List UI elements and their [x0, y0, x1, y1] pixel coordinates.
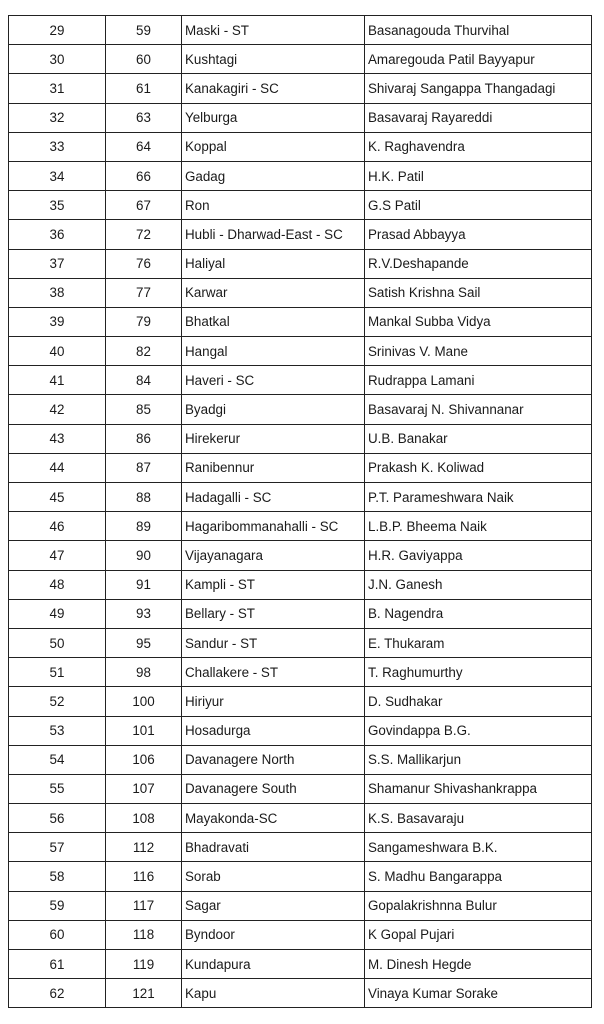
table-row — [9, 453, 592, 482]
constituency-name-cell: Koppal — [182, 132, 365, 161]
serial-number-cell: 52 — [9, 687, 106, 716]
constituency-number-cell: 76 — [106, 249, 182, 278]
table-row — [9, 862, 592, 891]
candidate-name-cell: Amaregouda Patil Bayyapur — [365, 45, 592, 74]
serial-number-cell: 36 — [9, 220, 106, 249]
table-row — [9, 16, 592, 45]
serial-number-cell: 50 — [9, 628, 106, 657]
constituency-number-cell: 88 — [106, 483, 182, 512]
constituency-number-cell: 116 — [106, 862, 182, 891]
serial-number-cell: 56 — [9, 804, 106, 833]
serial-number-cell: 60 — [9, 920, 106, 949]
candidate-name-cell: B. Nagendra — [365, 599, 592, 628]
constituency-name-cell: Hiriyur — [182, 687, 365, 716]
table-row — [9, 950, 592, 979]
constituency-number-cell: 87 — [106, 453, 182, 482]
serial-number-cell: 32 — [9, 103, 106, 132]
candidate-name-cell: G.S Patil — [365, 191, 592, 220]
candidate-name-cell: P.T. Parameshwara Naik — [365, 483, 592, 512]
table-row — [9, 103, 592, 132]
serial-number-cell: 55 — [9, 774, 106, 803]
constituency-name-cell: Hubli - Dharwad-East - SC — [182, 220, 365, 249]
constituency-name-cell: Byadgi — [182, 395, 365, 424]
constituency-name-cell: Haliyal — [182, 249, 365, 278]
constituency-number-cell: 118 — [106, 920, 182, 949]
constituency-name-cell: Davanagere South — [182, 774, 365, 803]
constituency-name-cell: Kapu — [182, 979, 365, 1008]
serial-number-cell: 41 — [9, 366, 106, 395]
candidate-table — [8, 15, 592, 1008]
candidate-name-cell: E. Thukaram — [365, 628, 592, 657]
candidate-name-cell: Vinaya Kumar Sorake — [365, 979, 592, 1008]
constituency-number-cell: 79 — [106, 307, 182, 336]
constituency-number-cell: 107 — [106, 774, 182, 803]
constituency-number-cell: 121 — [106, 979, 182, 1008]
table-row — [9, 512, 592, 541]
constituency-name-cell: Hagaribommanahalli - SC — [182, 512, 365, 541]
candidate-name-cell: Sangameshwara B.K. — [365, 833, 592, 862]
constituency-name-cell: Byndoor — [182, 920, 365, 949]
table-row — [9, 570, 592, 599]
constituency-number-cell: 117 — [106, 891, 182, 920]
table-row — [9, 337, 592, 366]
candidate-name-cell: Shivaraj Sangappa Thangadagi — [365, 74, 592, 103]
candidate-name-cell: L.B.P. Bheema Naik — [365, 512, 592, 541]
table-row — [9, 833, 592, 862]
candidate-name-cell: T. Raghumurthy — [365, 658, 592, 687]
constituency-name-cell: Karwar — [182, 278, 365, 307]
constituency-name-cell: Hosadurga — [182, 716, 365, 745]
serial-number-cell: 29 — [9, 16, 106, 45]
table-row — [9, 191, 592, 220]
serial-number-cell: 43 — [9, 424, 106, 453]
constituency-number-cell: 101 — [106, 716, 182, 745]
constituency-name-cell: Challakere - ST — [182, 658, 365, 687]
constituency-name-cell: Kundapura — [182, 950, 365, 979]
candidate-name-cell: J.N. Ganesh — [365, 570, 592, 599]
constituency-number-cell: 66 — [106, 161, 182, 190]
candidate-name-cell: Shamanur Shivashankrappa — [365, 774, 592, 803]
table-row — [9, 687, 592, 716]
constituency-name-cell: Kushtagi — [182, 45, 365, 74]
serial-number-cell: 54 — [9, 745, 106, 774]
table-row — [9, 804, 592, 833]
candidate-name-cell: Prasad Abbayya — [365, 220, 592, 249]
serial-number-cell: 45 — [9, 483, 106, 512]
table-row — [9, 891, 592, 920]
candidate-name-cell: M. Dinesh Hegde — [365, 950, 592, 979]
candidate-name-cell: R.V.Deshapande — [365, 249, 592, 278]
serial-number-cell: 34 — [9, 161, 106, 190]
table-row — [9, 658, 592, 687]
candidate-name-cell: Satish Krishna Sail — [365, 278, 592, 307]
constituency-name-cell: Gadag — [182, 161, 365, 190]
constituency-name-cell: Hirekerur — [182, 424, 365, 453]
table-row — [9, 307, 592, 336]
constituency-name-cell: Hadagalli - SC — [182, 483, 365, 512]
constituency-name-cell: Ranibennur — [182, 453, 365, 482]
constituency-name-cell: Haveri - SC — [182, 366, 365, 395]
constituency-name-cell: Sandur - ST — [182, 628, 365, 657]
constituency-number-cell: 112 — [106, 833, 182, 862]
table-row — [9, 599, 592, 628]
constituency-number-cell: 59 — [106, 16, 182, 45]
constituency-name-cell: Davanagere North — [182, 745, 365, 774]
table-row — [9, 220, 592, 249]
candidate-name-cell: Basavaraj Rayareddi — [365, 103, 592, 132]
serial-number-cell: 39 — [9, 307, 106, 336]
serial-number-cell: 51 — [9, 658, 106, 687]
constituency-name-cell: Bhadravati — [182, 833, 365, 862]
serial-number-cell: 61 — [9, 950, 106, 979]
serial-number-cell: 49 — [9, 599, 106, 628]
constituency-name-cell: Maski - ST — [182, 16, 365, 45]
table-row — [9, 483, 592, 512]
candidate-name-cell: Basanagouda Thurvihal — [365, 16, 592, 45]
serial-number-cell: 31 — [9, 74, 106, 103]
serial-number-cell: 30 — [9, 45, 106, 74]
candidate-name-cell: U.B. Banakar — [365, 424, 592, 453]
constituency-number-cell: 100 — [106, 687, 182, 716]
candidate-name-cell: S. Madhu Bangarappa — [365, 862, 592, 891]
serial-number-cell: 57 — [9, 833, 106, 862]
table-body — [9, 16, 592, 1008]
constituency-number-cell: 98 — [106, 658, 182, 687]
constituency-number-cell: 95 — [106, 628, 182, 657]
serial-number-cell: 46 — [9, 512, 106, 541]
constituency-name-cell: Kampli - ST — [182, 570, 365, 599]
candidate-name-cell: S.S. Mallikarjun — [365, 745, 592, 774]
table-row — [9, 249, 592, 278]
table-row — [9, 74, 592, 103]
table-row — [9, 132, 592, 161]
candidate-name-cell: Govindappa B.G. — [365, 716, 592, 745]
candidate-name-cell: K Gopal Pujari — [365, 920, 592, 949]
constituency-name-cell: Hangal — [182, 337, 365, 366]
serial-number-cell: 40 — [9, 337, 106, 366]
constituency-number-cell: 82 — [106, 337, 182, 366]
serial-number-cell: 59 — [9, 891, 106, 920]
serial-number-cell: 62 — [9, 979, 106, 1008]
candidate-name-cell: D. Sudhakar — [365, 687, 592, 716]
serial-number-cell: 42 — [9, 395, 106, 424]
constituency-number-cell: 90 — [106, 541, 182, 570]
constituency-name-cell: Bhatkal — [182, 307, 365, 336]
candidate-name-cell: Basavaraj N. Shivannanar — [365, 395, 592, 424]
table-row — [9, 716, 592, 745]
constituency-name-cell: Sagar — [182, 891, 365, 920]
constituency-name-cell: Ron — [182, 191, 365, 220]
constituency-number-cell: 119 — [106, 950, 182, 979]
constituency-number-cell: 106 — [106, 745, 182, 774]
constituency-name-cell: Yelburga — [182, 103, 365, 132]
table-row — [9, 366, 592, 395]
serial-number-cell: 35 — [9, 191, 106, 220]
candidate-name-cell: Rudrappa Lamani — [365, 366, 592, 395]
constituency-number-cell: 64 — [106, 132, 182, 161]
serial-number-cell: 58 — [9, 862, 106, 891]
constituency-number-cell: 89 — [106, 512, 182, 541]
table-row — [9, 979, 592, 1008]
constituency-number-cell: 85 — [106, 395, 182, 424]
constituency-number-cell: 86 — [106, 424, 182, 453]
serial-number-cell: 53 — [9, 716, 106, 745]
table-row — [9, 745, 592, 774]
constituency-name-cell: Mayakonda-SC — [182, 804, 365, 833]
constituency-number-cell: 108 — [106, 804, 182, 833]
constituency-name-cell: Kanakagiri - SC — [182, 74, 365, 103]
serial-number-cell: 37 — [9, 249, 106, 278]
candidate-name-cell: K. Raghavendra — [365, 132, 592, 161]
constituency-number-cell: 93 — [106, 599, 182, 628]
constituency-number-cell: 91 — [106, 570, 182, 599]
table-row — [9, 161, 592, 190]
candidate-name-cell: Mankal Subba Vidya — [365, 307, 592, 336]
serial-number-cell: 47 — [9, 541, 106, 570]
candidate-name-cell: H.K. Patil — [365, 161, 592, 190]
candidate-name-cell: K.S. Basavaraju — [365, 804, 592, 833]
serial-number-cell: 44 — [9, 453, 106, 482]
candidate-name-cell: Srinivas V. Mane — [365, 337, 592, 366]
table-row — [9, 278, 592, 307]
constituency-number-cell: 61 — [106, 74, 182, 103]
constituency-number-cell: 84 — [106, 366, 182, 395]
candidate-name-cell: Prakash K. Koliwad — [365, 453, 592, 482]
table-row — [9, 628, 592, 657]
table-row — [9, 774, 592, 803]
constituency-number-cell: 63 — [106, 103, 182, 132]
table-row — [9, 541, 592, 570]
candidate-name-cell: H.R. Gaviyappa — [365, 541, 592, 570]
serial-number-cell: 33 — [9, 132, 106, 161]
table-row — [9, 920, 592, 949]
constituency-number-cell: 77 — [106, 278, 182, 307]
constituency-number-cell: 60 — [106, 45, 182, 74]
constituency-name-cell: Sorab — [182, 862, 365, 891]
constituency-name-cell: Vijayanagara — [182, 541, 365, 570]
table-row — [9, 395, 592, 424]
constituency-number-cell: 67 — [106, 191, 182, 220]
table-row — [9, 424, 592, 453]
table-row — [9, 45, 592, 74]
serial-number-cell: 48 — [9, 570, 106, 599]
constituency-name-cell: Bellary - ST — [182, 599, 365, 628]
candidate-name-cell: Gopalakrishnna Bulur — [365, 891, 592, 920]
constituency-number-cell: 72 — [106, 220, 182, 249]
serial-number-cell: 38 — [9, 278, 106, 307]
